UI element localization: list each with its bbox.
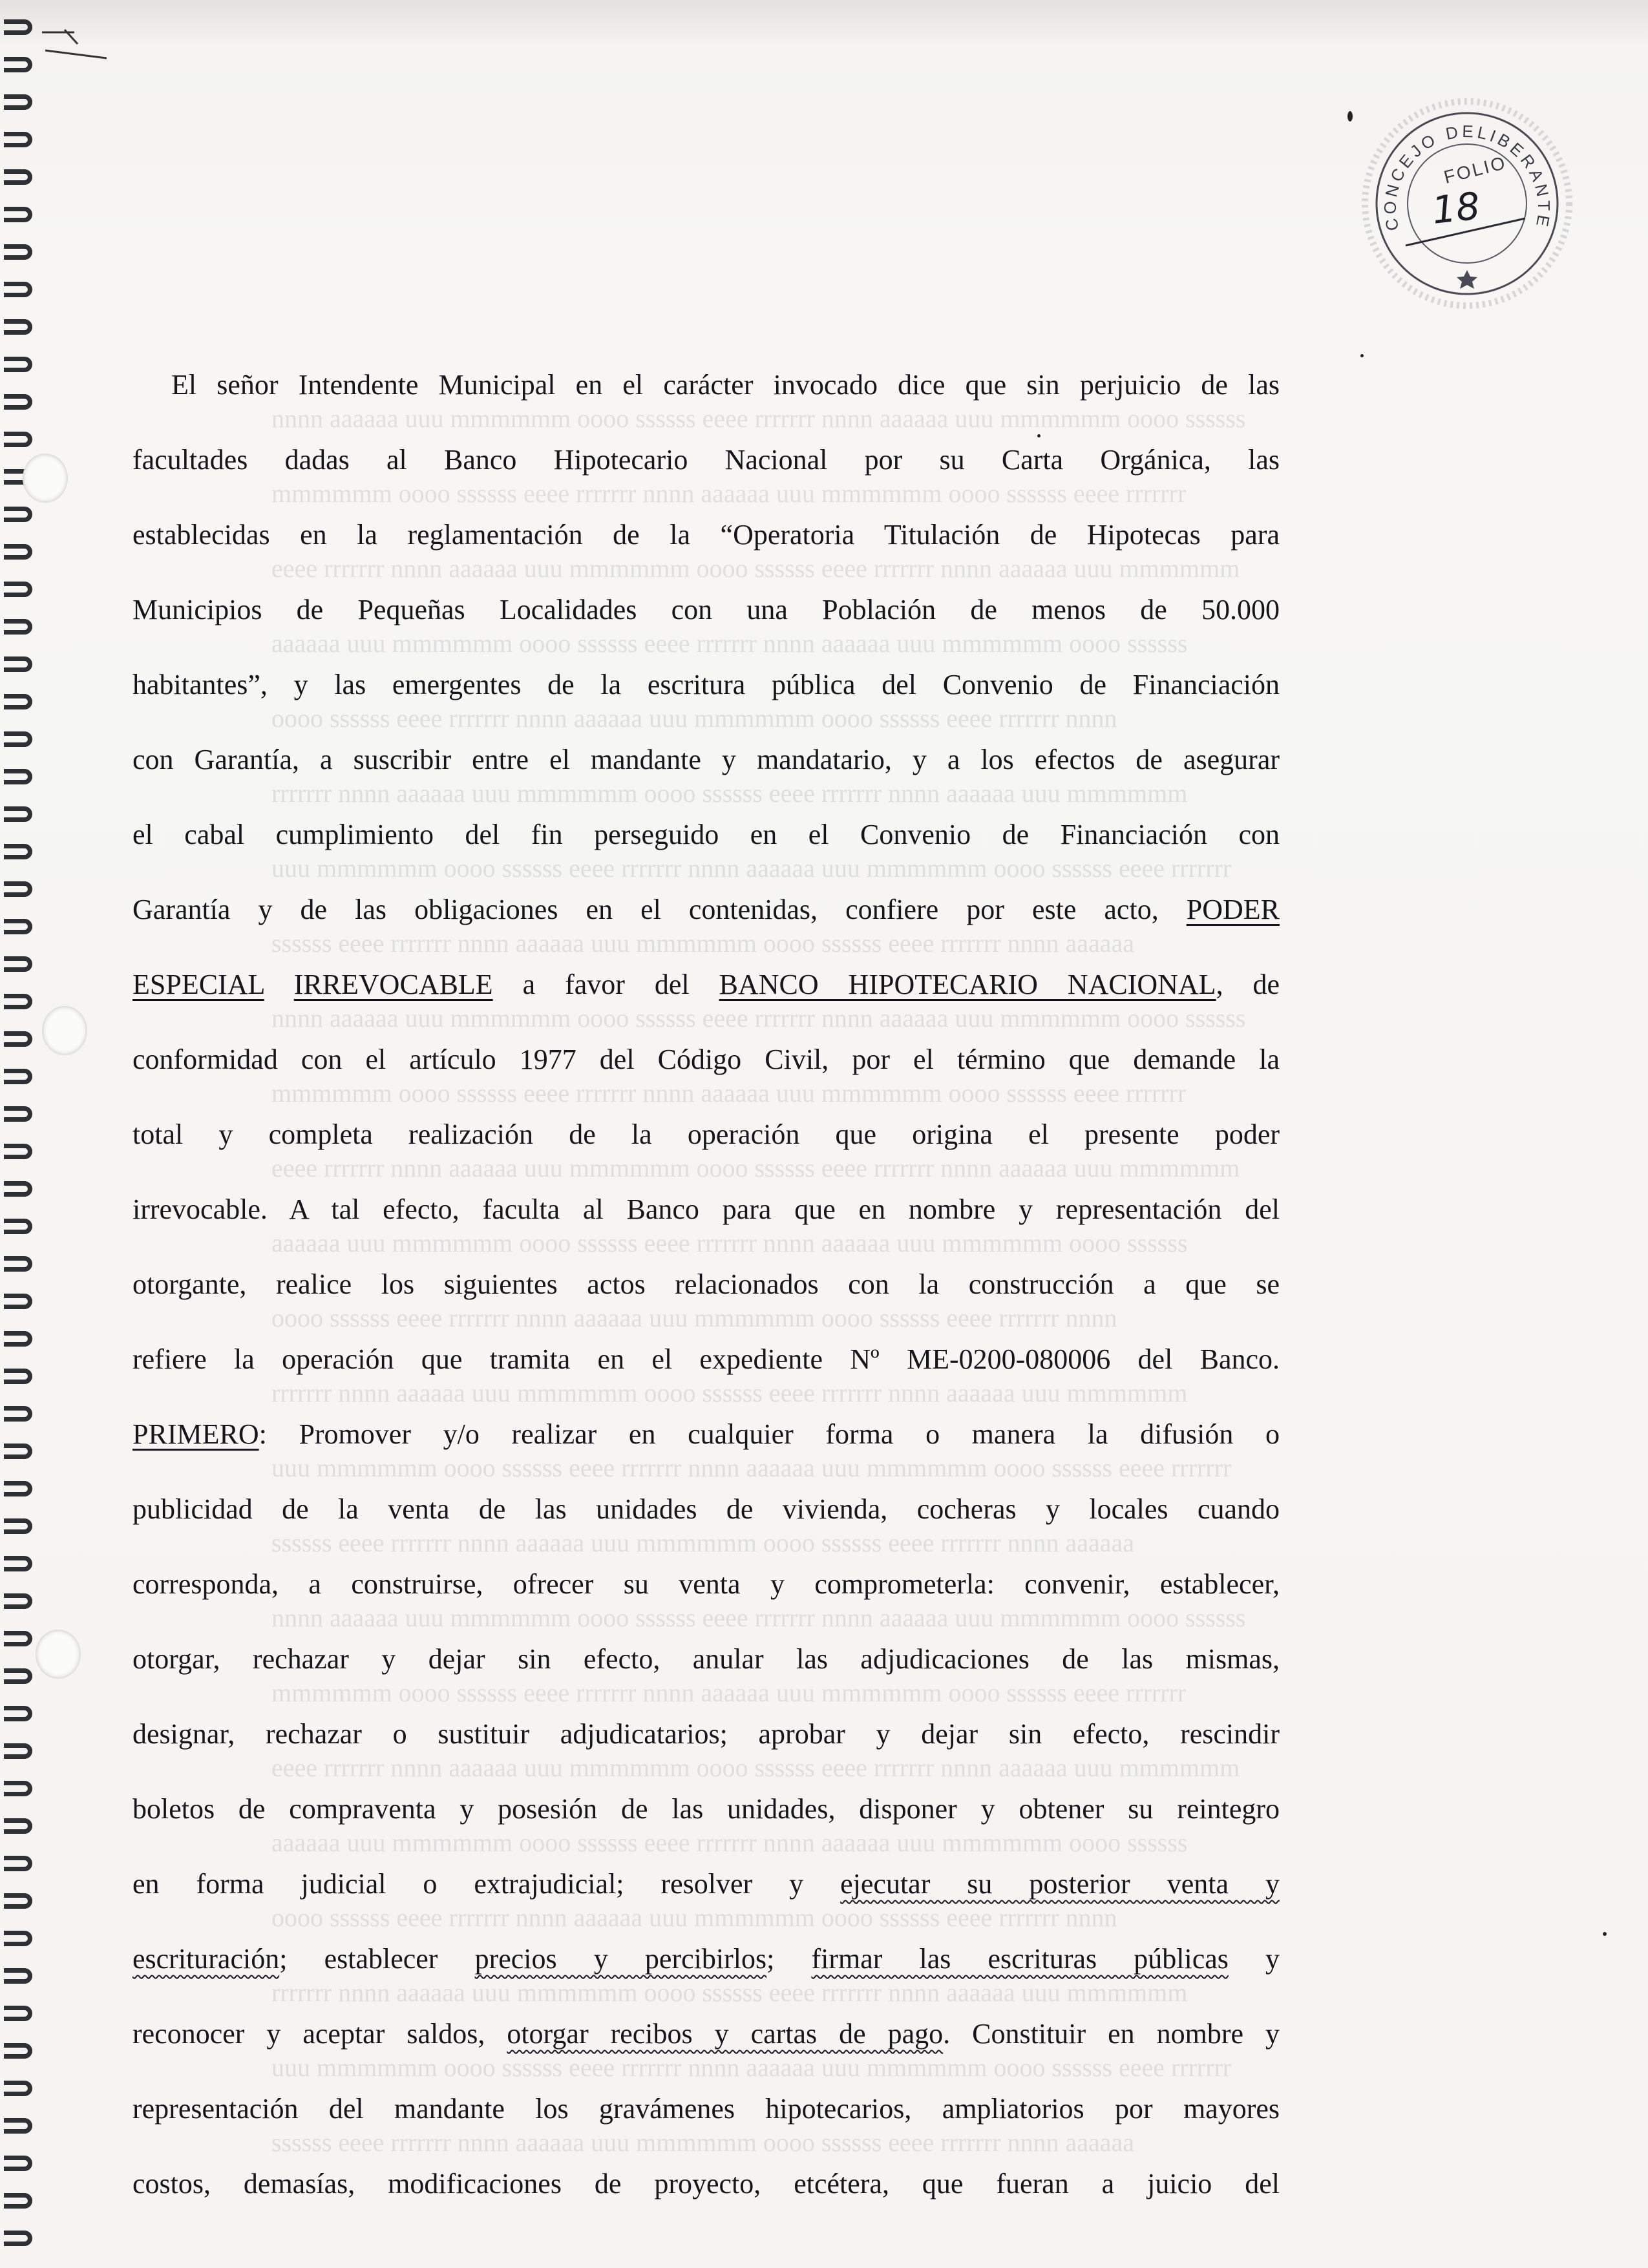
folio-stamp [1360, 97, 1574, 310]
binding-coil [4, 1444, 32, 1459]
binding-coil [4, 1369, 32, 1384]
text-line: conformidad con el artículo 1977 del Código Civil, por el término que demande la [132, 1044, 1280, 1075]
binding-coil [4, 1031, 32, 1047]
text-line: Garantía y de las obligaciones en el contenidas, confiere por este acto, PODER [132, 894, 1280, 925]
binding-coil [4, 544, 32, 560]
text-line: establecidas en la reglamentación de la “Operatoria Titulación de Hipotecas para [132, 519, 1280, 551]
punch-hole [42, 1006, 87, 1055]
binding-coil [4, 2156, 32, 2171]
binding-coil [4, 94, 32, 110]
binding-coil [4, 806, 32, 822]
binding-coil [4, 656, 32, 672]
binding-coil [4, 244, 32, 260]
binding-coil [4, 731, 32, 747]
binding-coil [4, 1219, 32, 1234]
binding-coil [4, 1181, 32, 1197]
binding-coil [4, 769, 32, 784]
binding-coil [4, 282, 32, 297]
binding-coil [4, 1069, 32, 1084]
scan-speck [1360, 354, 1364, 357]
binding-coil [4, 994, 32, 1009]
binding-coil [4, 956, 32, 972]
binding-coil [4, 2231, 32, 2246]
binding-coil [4, 1593, 32, 1609]
binding-coil [4, 1518, 32, 1534]
especial-underlined: ESPECIAL [132, 969, 264, 1000]
binding-coil [4, 319, 32, 335]
text-line: reconocer y aceptar saldos, otorgar recibos y cartas de pago. Constituir en nombre y [132, 2018, 1280, 2050]
binding-coil [4, 394, 32, 410]
binding-coil [4, 582, 32, 597]
binding-coil [4, 1893, 32, 1909]
text-line: escrituración; establecer precios y percibirlos; firmar las escrituras públicas y [132, 1943, 1280, 1975]
handwritten-underline: precios y percibirlos [474, 1943, 767, 1975]
text-line: en forma judicial o extrajudicial; resolver y ejecutar su posterior venta y [132, 1868, 1280, 1900]
stamp-ring-text: CONCEJO DELIBERANTE [1380, 121, 1554, 233]
punch-hole [36, 1630, 81, 1679]
binding-coil [4, 1481, 32, 1496]
text-line: El señor Intendente Municipal en el carácter invocado dice que sin perjuicio de las [171, 369, 1280, 401]
irrevocable-underlined: IRREVOCABLE [293, 969, 493, 1000]
punch-hole [23, 454, 68, 503]
corner-pencil-mark [39, 25, 110, 63]
binding-coil [4, 844, 32, 859]
text-line: otorgar, rechazar y dejar sin efecto, anular las adjudicaciones de las mismas, [132, 1643, 1280, 1675]
binding-coil [4, 1968, 32, 1984]
binding-coil [4, 1668, 32, 1684]
binding-coil [4, 1406, 32, 1422]
binding-coil [4, 2043, 32, 2059]
text-line: refiere la operación que tramita en el expediente Nº ME-0200-080006 del Banco. [132, 1343, 1280, 1375]
binding-coil [4, 1631, 32, 1646]
binding-coil [4, 19, 32, 35]
scan-speck [1603, 1932, 1607, 1936]
text-line: ESPECIAL IRREVOCABLE a favor del BANCO HIPOTECARIO NACIONAL, de [132, 969, 1280, 1000]
poder-underlined: PODER [1186, 894, 1280, 925]
binding-coil [4, 1106, 32, 1122]
binding-coil [4, 2081, 32, 2096]
handwritten-underline: escrituración [132, 1943, 280, 1975]
binding-coil [4, 2118, 32, 2134]
binding-coil [4, 169, 32, 185]
text-line: publicidad de la venta de las unidades de vivienda, cocheras y locales cuando [132, 1493, 1280, 1525]
scan-speck [1347, 111, 1353, 121]
binding-coil [4, 1743, 32, 1759]
binding-coil [4, 1294, 32, 1309]
binding-coil [4, 1818, 32, 1834]
text-line: el cabal cumplimiento del fin perseguido en el Convenio de Financiación con [132, 819, 1280, 850]
text-line: otorgante, realice los siguientes actos relacionados con la construcción a que se [132, 1268, 1280, 1300]
text-line: corresponda, a construirse, ofrecer su venta y comprometerla: convenir, establecer, [132, 1568, 1280, 1600]
text-line: costos, demasías, modificaciones de proyecto, etcétera, que fueran a juicio del [132, 2168, 1280, 2200]
binding-coil [4, 1781, 32, 1796]
binding-coil [4, 619, 32, 635]
binding-coil [4, 1856, 32, 1871]
binding-coil [4, 1331, 32, 1347]
text-line: boletos de compraventa y posesión de las unidades, disponer y obtener su reintegro [132, 1793, 1280, 1825]
stamp-folio-label: FOLIO [1441, 152, 1509, 187]
binding-coil [4, 1144, 32, 1159]
binding-coil [4, 207, 32, 222]
document-body [132, 368, 1280, 2242]
text-line: Municipios de Pequeñas Localidades con una Población de menos de 50.000 [132, 594, 1280, 625]
binding-coil [4, 1931, 32, 1946]
primero-underlined: PRIMERO [132, 1418, 259, 1450]
text-line: representación del mandante los gravámenes hipotecarios, ampliatorios por mayores [132, 2093, 1280, 2125]
handwritten-underline: firmar las escrituras públicas [811, 1943, 1229, 1975]
binding-coil [4, 694, 32, 709]
text-line: habitantes”, y las emergentes de la escritura pública del Convenio de Financiación [132, 669, 1280, 700]
binding-coil [4, 1706, 32, 1721]
binding-coil [4, 2193, 32, 2209]
text-line: total y completa realización de la operación que origina el presente poder [132, 1118, 1280, 1150]
binding-coil [4, 57, 32, 72]
binding-coil [4, 507, 32, 522]
binding-coil [4, 1256, 32, 1272]
binding-coil [4, 357, 32, 372]
binding-coil [4, 1556, 32, 1571]
handwritten-underline: ejecutar su posterior venta y [840, 1868, 1280, 1900]
stamp-folio-number: 18 [1430, 184, 1483, 233]
binding-coil [4, 432, 32, 447]
spiral-binding [0, 0, 45, 2268]
binding-coil [4, 132, 32, 147]
text-line: irrevocable. A tal efecto, faculta al Banco para que en nombre y representación del [132, 1193, 1280, 1225]
binding-coil [4, 919, 32, 934]
text-line: designar, rechazar o sustituir adjudicatarios; aprobar y dejar sin efecto, rescindir [132, 1718, 1280, 1750]
text-line: facultades dadas al Banco Hipotecario Nacional por su Carta Orgánica, las [132, 444, 1280, 476]
banco-underlined: BANCO HIPOTECARIO NACIONAL [719, 969, 1216, 1000]
text-line: con Garantía, a suscribir entre el mandante y mandatario, y a los efectos de asegurar [132, 744, 1280, 775]
binding-coil [4, 2006, 32, 2021]
handwritten-underline: otorgar recibos y cartas de pago [507, 2018, 944, 2050]
text-line: PRIMERO: Promover y/o realizar en cualquier forma o manera la difusión o [132, 1418, 1280, 1450]
binding-coil [4, 881, 32, 897]
bleed-through-texture: nnnn aaaaaa uuu mmmmmm oooo ssssss eeee rrrrrrr nnnn aaaaaa uuu mmmmmm oooo ssssss mmmmmm oooo ssssss eeee rrrrrrr nnnn aaaaaa uuu mmmmmm oooo ssssss eeee rrrrrrr eeee rrrrrrr nnnn aaaaaa uuu mmmmmm oooo ssssss eeee rrrrrrr nnnn aaaaaa uuu mmmmmm aaaaaa uuu mmmmmm oooo ssssss eeee rrrrrrr nnnn aaaaaa uuu mmmmmm oooo ssssss oooo ssssss eeee rrrrrrr nnnn aaaaaa uuu mmmmmm oooo ssssss eeee rrrrrrr nnnn rrrrrrr nnnn aaaaaa uuu mmmmmm oooo ssssss eeee rrrrrrr nnnn aaaaaa uuu mmmmmm uuu mmmmmm oooo ssssss eeee rrrrrrr nnnn aaaaaa uuu mmmmmm oooo ssssss eeee rrrrrrr ssssss eeee rrrrrrr nnnn aaaaaa uuu mmmmmm oooo ssssss eeee rrrrrrr nnnn aaaaaa nnnn aaaaaa uuu mmmmmm oooo ssssss eeee rrrrrrr nnnn aaaaaa uuu mmmmmm oooo ssssss mmmmmm oooo ssssss eeee rrrrrrr nnnn aaaaaa uuu mmmmmm oooo ssssss eeee rrrrrrr eeee rrrrrrr nnnn aaaaaa uuu mmmmmm oooo ssssss eeee rrrrrrr nnnn aaaaaa uuu mmmmmm aaaaaa uuu mmmmmm oooo ssssss eeee rrrrrrr nnnn aaaaaa uuu mmmmmm oooo ssssss oooo ssssss eeee rrrrrrr nnnn aaaaaa uuu mmmmmm oooo ssssss eeee rrrrrrr nnnn rrrrrrr nnnn aaaaaa uuu mmmmmm oooo ssssss eeee rrrrrrr nnnn aaaaaa uuu mmmmmm uuu mmmmmm oooo ssssss eeee rrrrrrr nnnn aaaaaa uuu mmmmmm oooo ssssss eeee rrrrrrr ssssss eeee rrrrrrr nnnn aaaaaa uuu mmmmmm oooo ssssss eeee rrrrrrr nnnn aaaaaa nnnn aaaaaa uuu mmmmmm oooo ssssss eeee rrrrrrr nnnn aaaaaa uuu mmmmmm oooo ssssss mmmmmm oooo ssssss eeee rrrrrrr nnnn aaaaaa uuu mmmmmm oooo ssssss eeee rrrrrrr eeee rrrrrrr nnnn aaaaaa uuu mmmmmm oooo ssssss eeee rrrrrrr nnnn aaaaaa uuu mmmmmm aaaaaa uuu mmmmmm oooo ssssss eeee rrrrrrr nnnn aaaaaa uuu mmmmmm oooo ssssss oooo ssssss eeee rrrrrrr nnnn aaaaaa uuu mmmmmm oooo ssssss eeee rrrrrrr nnnn rrrrrrr nnnn aaaaaa uuu mmmmmm oooo ssssss eeee rrrrrrr nnnn aaaaaa uuu mmmmmm uuu mmmmmm oooo ssssss eeee rrrrrrr nnnn aaaaaa uuu mmmmmm oooo ssssss eeee rrrrrrr ssssss eeee rrrrrrr nnnn aaaaaa uuu mmmmmm oooo ssssss eeee rrrrrrr nnnn aaaaaa [271, 404, 1246, 2157]
